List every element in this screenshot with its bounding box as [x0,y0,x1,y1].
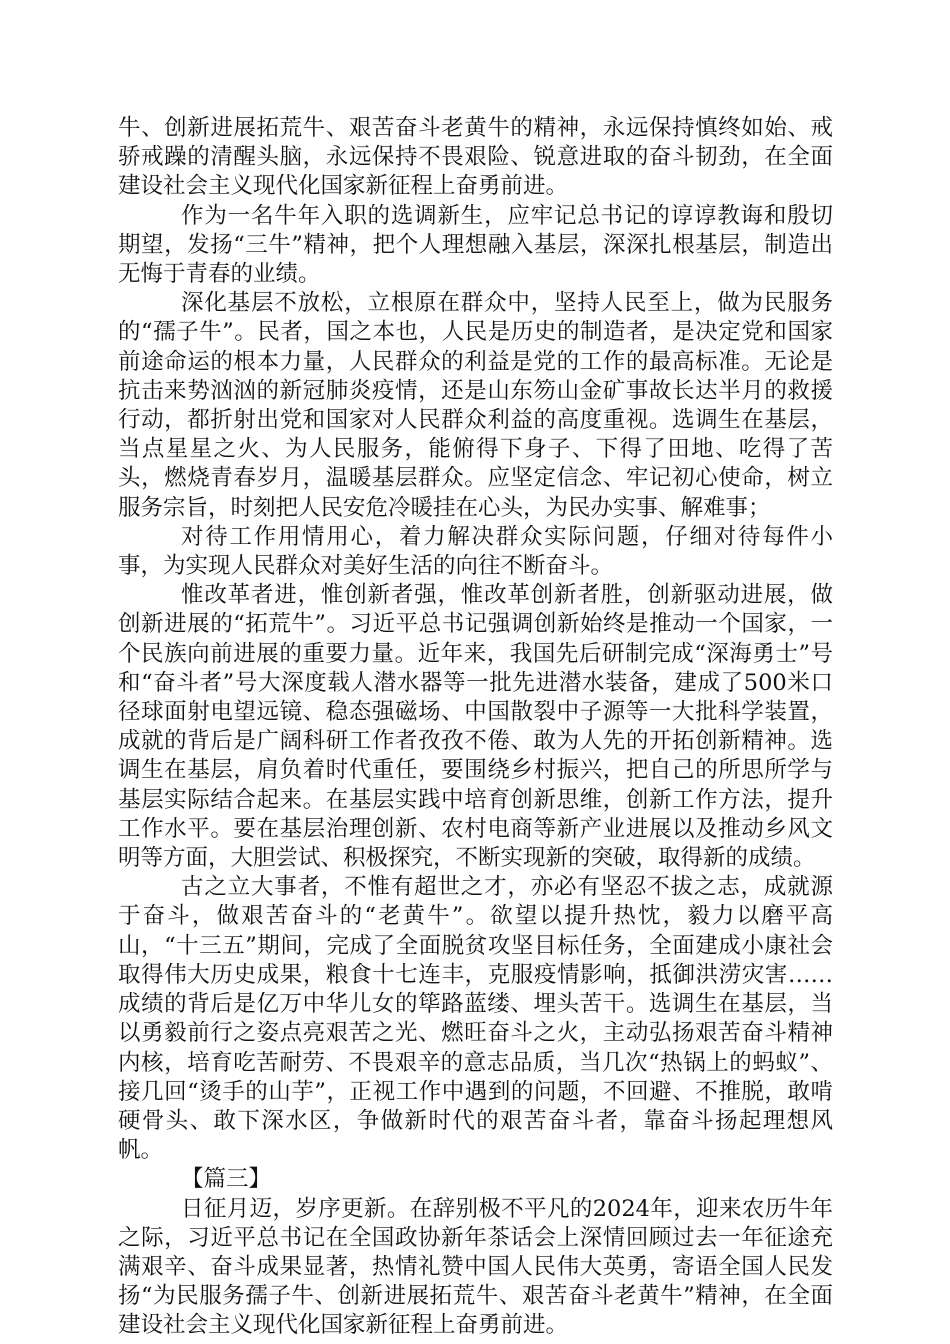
paragraph: 对待工作用情用心，着力解决群众实际问题，仔细对待每件小事，为实现人民群众对美好生活的向往不断奋斗。 [118,523,833,580]
paragraph: 日征月迈，岁序更新。在辞别极不平凡的2024年，迎来农历牛年之际，习近平总书记在全国政协新年茶话会上深情回顾过去一年征途充满艰辛、奋斗成果显著，热情礼赞中国人民伟大英勇，寄语全国人民发扬“为民服务孺子牛、创新进展拓荒牛、艰苦奋斗老黄牛”精神，在全面建设社会主义现代化国家新征程上奋勇前进。 [118,1195,833,1339]
paragraph: 作为一名牛年入职的选调新生，应牢记总书记的谆谆教诲和殷切期望，发扬“三牛”精神，把个人理想融入基层，深深扎根基层，制造出无悔于青春的业绩。 [118,202,833,288]
paragraph: 古之立大事者，不惟有超世之才，亦必有坚忍不拔之志，成就源于奋斗，做艰苦奋斗的“老黄牛”。欲望以提升热忱，毅力以磨平高山，“十三五”期间，完成了全面脱贫攻坚目标任务，全面建成小康社会取得伟大历史成果，粮食十七连丰，克服疫情影响，抵御洪涝灾害……成绩的背后是亿万中华儿女的筚路蓝缕、埋头苦干。选调生在基层，当以勇毅前行之姿点亮艰苦之光、燃旺奋斗之火，主动弘扬艰苦奋斗精神内核，培育吃苦耐劳、不畏艰辛的意志品质，当几次“热锅上的蚂蚁”、接几回“烫手的山芋”，正视工作中遇到的问题，不回避、不推脱，敢啃硬骨头、敢下深水区，争做新时代的艰苦奋斗者，靠奋斗扬起理想风帆。 [118,874,833,1164]
section-heading: 【篇三】 [181,1166,272,1193]
document-body [118,114,833,1341]
paragraph: 惟改革者进，惟创新者强，惟改革创新者胜，创新驱动进展，做创新进展的“拓荒牛”。习近平总书记强调创新始终是推动一个国家，一个民族向前进展的重要力量。近年来，我国先后研制完成“深海勇士”号和“奋斗者”号大深度载人潜水器等一批先进潜水装备，建成了500米口径球面射电望远镜、稳态强磁场、中国散裂中子源等一大批科学装置，成就的背后是广阔科研工作者孜孜不倦、敢为人先的开拓创新精神。选调生在基层，肩负着时代重任，要围绕乡村振兴，把自己的所思所学与基层实际结合起来。在基层实践中培育创新思维，创新工作方法，提升工作水平。要在基层治理创新、农村电商等新产业进展以及推动乡风文明等方面，大胆尝试、积极探究，不断实现新的突破，取得新的成绩。 [118,582,833,872]
paragraph-continuation: 牛、创新进展拓荒牛、艰苦奋斗老黄牛的精神，永远保持慎终如始、戒骄戒躁的清醒头脑，永远保持不畏艰险、锐意进取的奋斗韧劲，在全面建设社会主义现代化国家新征程上奋勇前进。 [118,115,833,200]
paragraph: 深化基层不放松，立根原在群众中，坚持人民至上，做为民服务的“孺子牛”。民者，国之本也，人民是历史的制造者，是决定党和国家前途命运的根本力量，人民群众的利益是党的工作的最高标准。无论是抗击来势汹汹的新冠肺炎疫情，还是山东笏山金矿事故长达半月的救援行动，都折射出党和国家对人民群众利益的高度重视。选调生在基层，当点星星之火、为人民服务，能俯得下身子、下得了田地、吃得了苦头，燃烧青春岁月，温暖基层群众。应坚定信念、牢记初心使命，树立服务宗旨，时刻把人民安危冷暖挂在心头，为民办实事、解难事； [118,290,833,521]
